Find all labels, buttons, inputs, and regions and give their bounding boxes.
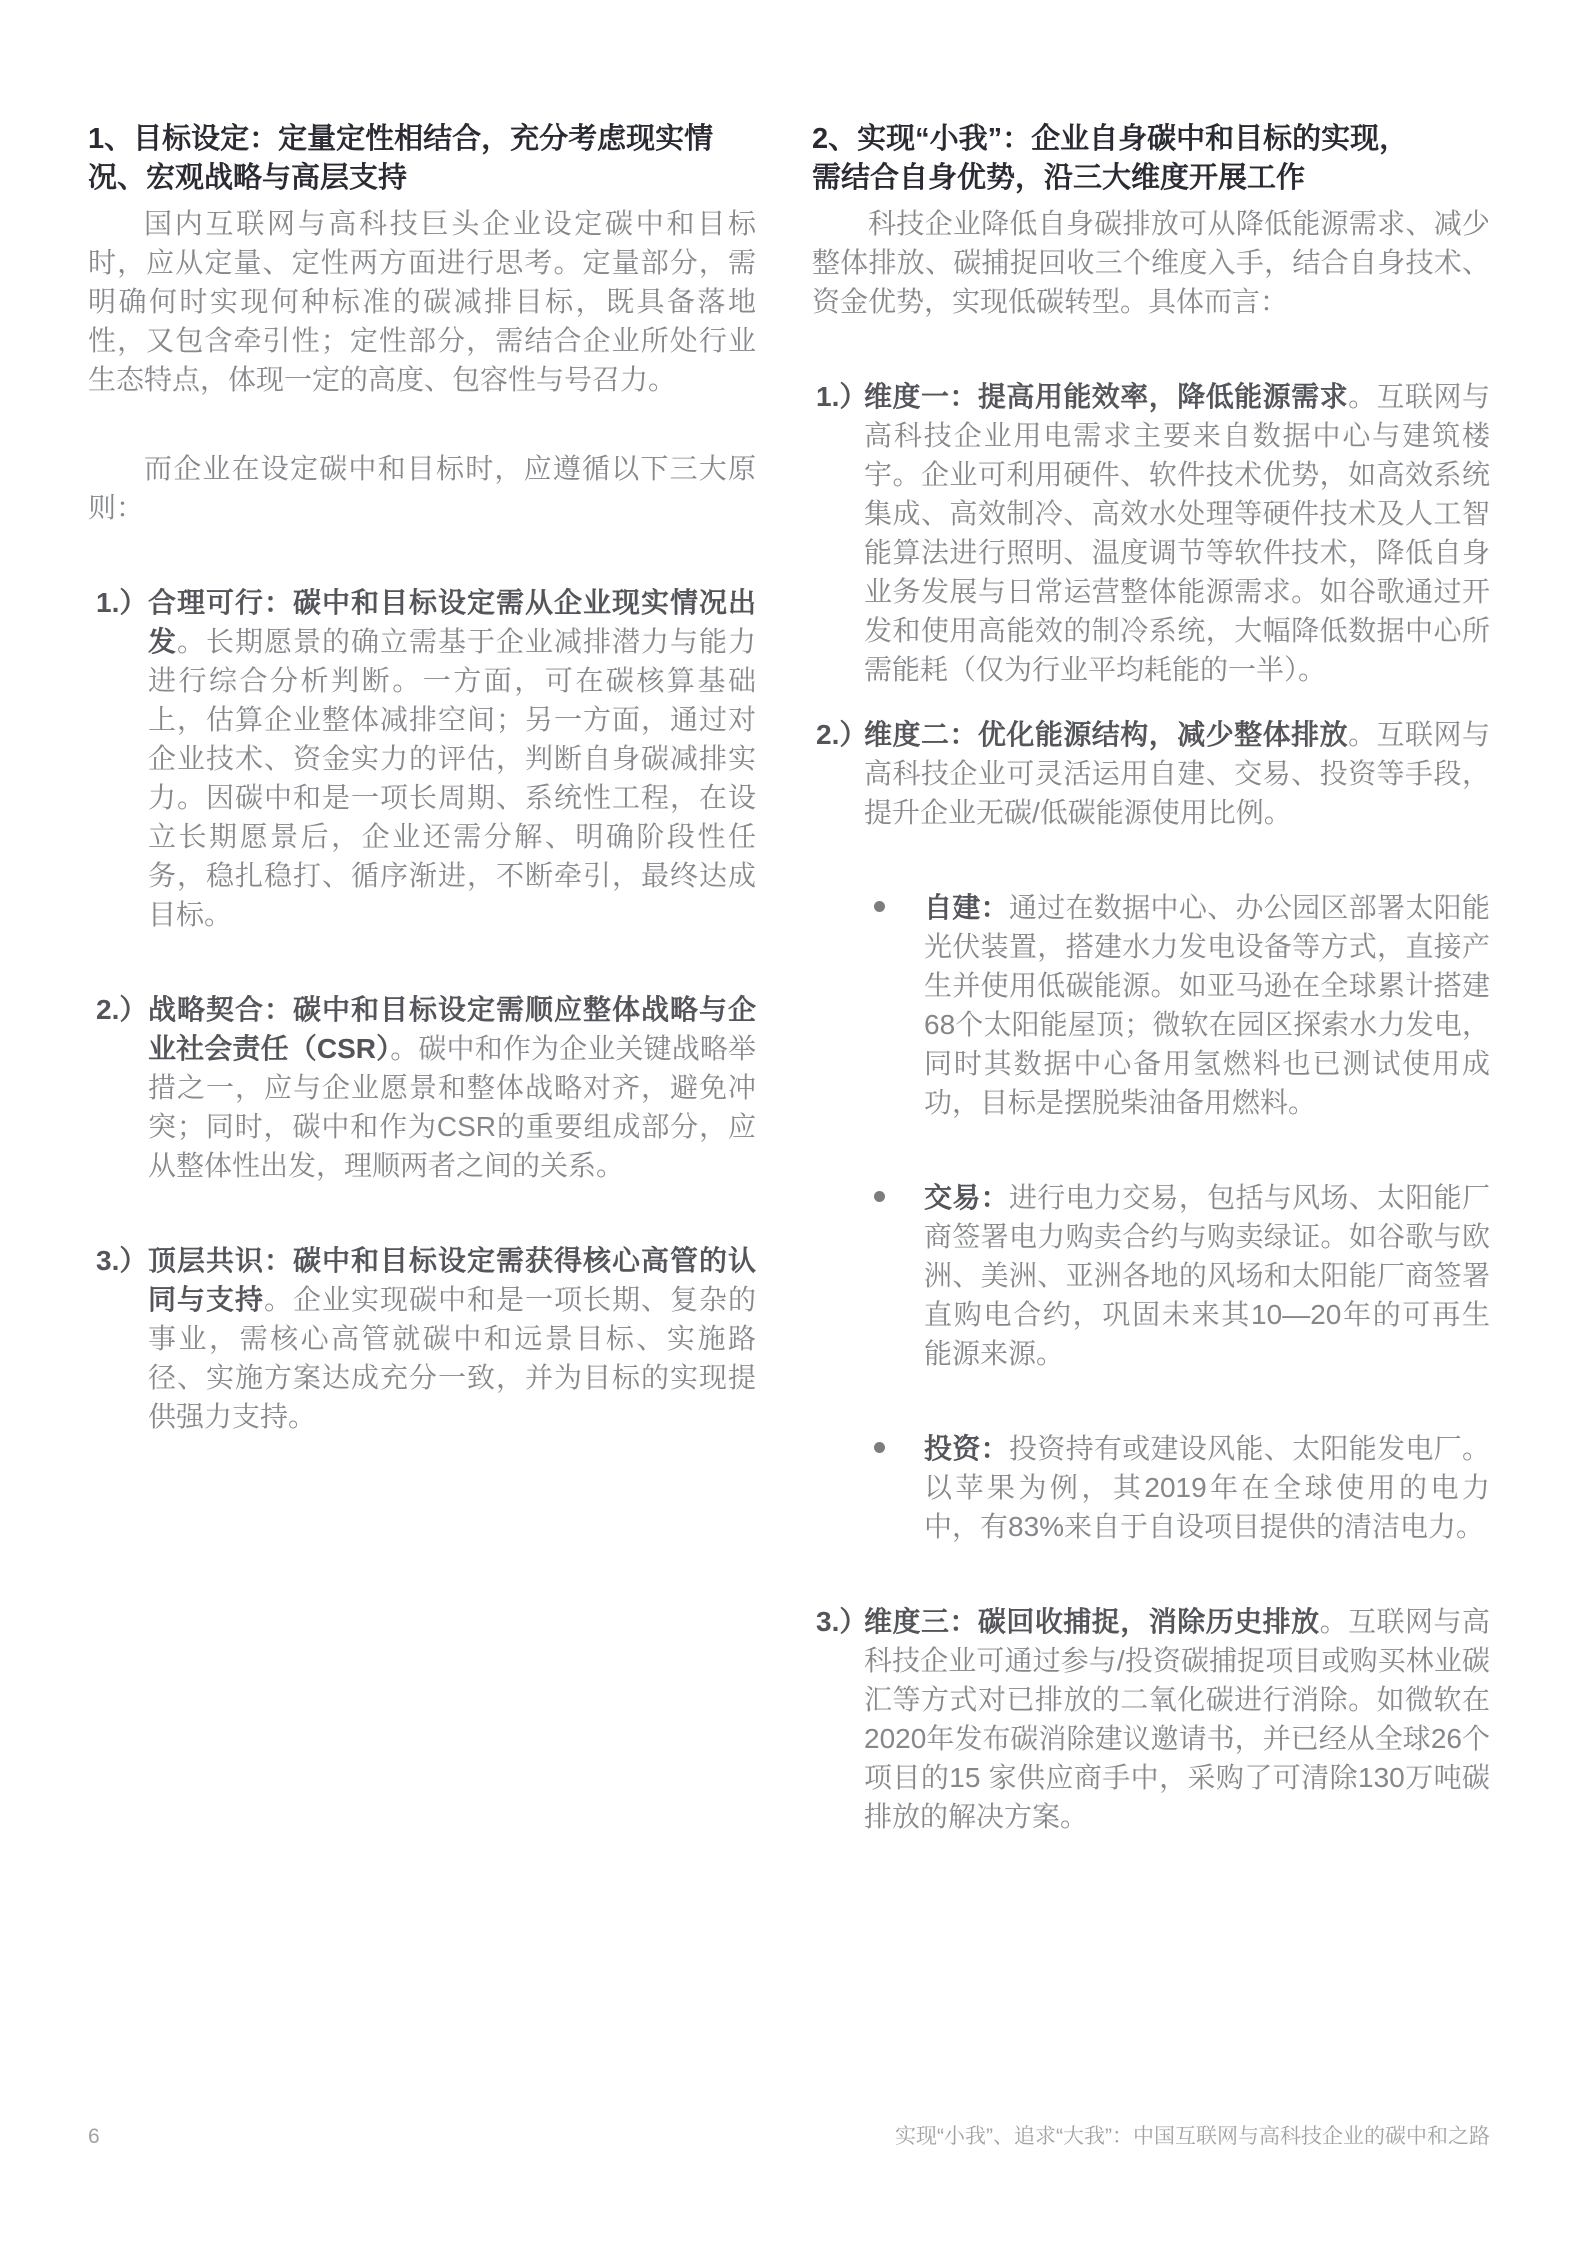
item-number: 2.） — [816, 719, 868, 750]
heading-line: 2、实现“小我”：企业自身碳中和目标的实现， — [812, 123, 1409, 155]
bullet-item-invest — [812, 1429, 1490, 1546]
paragraph: 国内互联网与高科技巨头企业设定碳中和目标时，应从定量、定性两方面进行思考。定量部分，需明确何时实现何种标准的碳减排目标，既具备落地性，又包含牵引性；定性部分，需结合企业所处行业生态特点，体现一定的高度、包容性与号召力。 — [88, 208, 756, 395]
bullet-term: 投资： — [924, 1433, 1009, 1464]
section-2-heading — [812, 120, 1490, 198]
dimension-item-1 — [812, 377, 1490, 689]
page-number: 6 — [88, 2125, 100, 2148]
item-lead: 战略契合：碳中和目标设定需顺应整体战略与企业社会责任（CSR） — [148, 994, 756, 1064]
footer — [88, 2120, 1490, 2150]
item-lead: 顶层共识：碳中和目标设定需获得核心高管的认同与支持 — [148, 1245, 756, 1315]
heading-line: 1、目标设定：定量定性相结合，充分考虑现实情 — [88, 123, 714, 155]
footer-title: 实现“小我”、追求“大我”：中国互联网与高科技企业的碳中和之路 — [895, 2125, 1490, 2148]
item-number: 1.） — [96, 587, 148, 618]
left-column — [88, 120, 756, 1436]
dimension-item-3 — [812, 1602, 1490, 1836]
principle-item-1 — [88, 583, 756, 934]
item-text: 。互联网与高科技企业可通过参与/投资碳捕捉项目或购买林业碳汇等方式对已排放的二氧化碳进行消除。如微软在2020年发布碳消除建议邀请书，并已经从全球26个项目的15 家供应商手中，采购了可清除130万吨碳排放的解决方案。 — [864, 1606, 1490, 1832]
bullet-text: 通过在数据中心、办公园区部署太阳能光伏装置，搭建水力发电设备等方式，直接产生并使用低碳能源。如亚马逊在全球累计搭建68个太阳能屋顶；微软在园区探索水力发电，同时其数据中心备用氢燃料也已测试使用成功，目标是摆脱柴油备用燃料。 — [924, 892, 1490, 1118]
item-text: 。互联网与高科技企业用电需求主要来自数据中心与建筑楼宇。企业可利用硬件、软件技术优势，如高效系统集成、高效制冷、高效水处理等硬件技术及人工智能算法进行照明、温度调节等软件技术，降低自身业务发展与日常运营整体能源需求。如谷歌通过开发和使用高能效的制冷系统，大幅降低数据中心所需能耗（仅为行业平均耗能的一半）。 — [864, 381, 1490, 685]
item-text: 。企业实现碳中和是一项长期、复杂的事业，需核心高管就碳中和远景目标、实施路径、实施方案达成充分一致，并为目标的实现提供强力支持。 — [148, 1284, 756, 1432]
item-lead: 维度一：提高用能效率，降低能源需求 — [864, 381, 1349, 412]
item-text: 。碳中和作为企业关键战略举措之一，应与企业愿景和整体战略对齐，避免冲突；同时，碳中和作为CSR的重要组成部分，应从整体性出发，理顺两者之间的关系。 — [148, 1033, 756, 1181]
right-column — [812, 120, 1490, 1836]
bullet-text: 投资持有或建设风能、太阳能发电厂。以苹果为例，其2019年在全球使用的电力中，有83%来自于自设项目提供的清洁电力。 — [924, 1433, 1490, 1542]
bullet-term: 自建： — [924, 892, 1009, 923]
bullet-term: 交易： — [924, 1182, 1009, 1213]
bullet-icon — [874, 1191, 885, 1202]
heading-line: 况、宏观战略与高层支持 — [88, 162, 408, 194]
dimension-item-2 — [812, 715, 1490, 832]
item-text: 。互联网与高科技企业可灵活运用自建、交易、投资等手段，提升企业无碳/低碳能源使用比例。 — [864, 719, 1490, 828]
section-1-heading — [88, 120, 756, 198]
paragraph: 科技企业降低自身碳排放可从降低能源需求、减少整体排放、碳捕捉回收三个维度入手，结合自身技术、资金优势，实现低碳转型。具体而言： — [812, 208, 1490, 317]
item-lead: 合理可行：碳中和目标设定需从企业现实情况出发 — [148, 587, 756, 657]
paragraph: 而企业在设定碳中和目标时，应遵循以下三大原则： — [88, 453, 756, 523]
bullet-icon — [874, 901, 885, 912]
item-number: 3.） — [96, 1245, 148, 1276]
bullet-icon — [874, 1442, 885, 1453]
item-lead: 维度二：优化能源结构，减少整体排放 — [864, 719, 1349, 750]
bullet-item-self-build — [812, 888, 1490, 1122]
principle-item-2 — [88, 990, 756, 1185]
item-number: 1.） — [816, 381, 868, 412]
item-number: 3.） — [816, 1606, 868, 1637]
heading-line: 需结合自身优势，沿三大维度开展工作 — [812, 162, 1306, 194]
item-lead: 维度三：碳回收捕捉，消除历史排放 — [864, 1606, 1320, 1637]
bullet-text: 进行电力交易，包括与风场、太阳能厂商签署电力购卖合约与购卖绿证。如谷歌与欧洲、美洲、亚洲各地的风场和太阳能厂商签署直购电合约，巩固未来其10—20年的可再生能源来源。 — [924, 1182, 1490, 1369]
bullet-item-trade — [812, 1178, 1490, 1373]
item-number: 2.） — [96, 994, 148, 1025]
principle-item-3 — [88, 1241, 756, 1436]
item-text: 。长期愿景的确立需基于企业减排潜力与能力进行综合分析判断。一方面，可在碳核算基础上，估算企业整体减排空间；另一方面，通过对企业技术、资金实力的评估，判断自身碳减排实力。因碳中和是一项长周期、系统性工程，在设立长期愿景后，企业还需分解、明确阶段性任务，稳扎稳打、循序渐进，不断牵引，最终达成目标。 — [148, 626, 756, 930]
